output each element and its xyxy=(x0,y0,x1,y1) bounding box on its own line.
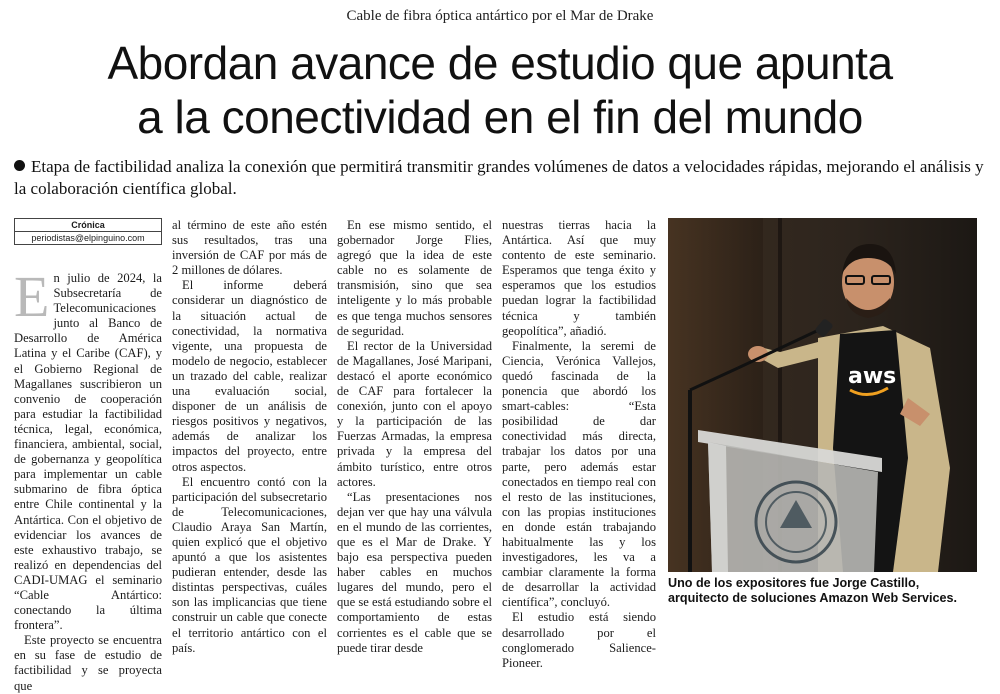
paragraph: El rector de la Universidad de Magallanes, José Maripani, destacó el aporte económico de CAF para fortalecer la conexión, junto con el apoyo y la participación de las Fuerzas Armadas, la empresa privada y la empresa del ámbito turístico, entre otros actores. xyxy=(337,338,492,489)
paragraph: nuestras tierras hacia la Antártica. Así que muy contento de este seminario. Esperamos que tenga éxito y esperamos que los estudios puedan lograr la factibilidad técnica y también geopolítica”, añadió. xyxy=(502,218,656,338)
headline-line-2: a la conectividad en el fin del mundo xyxy=(137,91,863,143)
photo-caption xyxy=(668,576,988,606)
caption-line-2: arquitecto de soluciones Amazon Web Services. xyxy=(668,591,958,605)
lede xyxy=(14,156,989,200)
paragraph: El estudio está siendo desarrollado por el conglomerado Salience-Pioneer. xyxy=(502,610,656,670)
byline-email[interactable]: periodistas@elpinguino.com xyxy=(31,233,145,243)
paragraph: Este proyecto se encuentra en su fase de estudio de factibilidad y se proyecta que xyxy=(14,633,162,693)
headline xyxy=(0,36,1000,144)
shirt-logo-text: aws xyxy=(848,364,897,389)
paragraph: En ese mismo sentido, el gobernador Jorge Flies, agregó que la idea de este cable no es solamente de transmisión, sino que sea inteligente y lo más probable es que tenga muchos sensores de seguridad. xyxy=(337,218,492,338)
paragraph: Finalmente, la seremi de Ciencia, Verónica Vallejos, quedó fascinada de la ponencia que abordó los smart-cables: “Esta posibilidad de dar conectividad más directa, trabajar los datos por una parte, pero además estar conectados en tiempo real con el resto de las instituciones, con las propias instituciones en donde están trabajando habitualmente las y los investigadores, les va a cambiar claramente la forma de desarrollar la actividad científica”, concluyó. xyxy=(502,338,656,610)
drop-cap: E xyxy=(14,264,50,329)
bullet-icon xyxy=(14,160,25,171)
column-4 xyxy=(502,218,656,670)
headline-line-1: Abordan avance de estudio que apunta xyxy=(107,37,893,89)
paragraph: “Las presentaciones nos dejan ver que hay una válvula en el mundo de las corrientes, que es el Mar de Drake. Y bajo esa perspectiva pueden haber cables en muchos lugares del mundo, pero el que se está estudiando sobre el comportamiento de estas corrientes es el cable que se puede tirar desde xyxy=(337,489,492,655)
paragraph: En julio de 2024, la Subsecretaría de Telecomunicaciones junto al Banco de Desarrollo de América Latina y el Caribe (CAF), y el Gobierno Regional de Magallanes suscribieron un convenio de cooperación para estudiar la factibilidad técnica, legal, económica, financiera, ambiental, social, de gobernanza y geopolítica para implementar un cable submarino de fibra óptica entre Chile continental y la Antártica. Con el objetivo de evidenciar los avances de este exhaustivo trabajo, se realizó en dependencias del CADI-UMAG el seminario “Cable Antártico: conectando la última frontera”. xyxy=(14,264,162,633)
lede-text: Etapa de factibilidad analiza la conexión que permitirá transmitir grandes volúmenes de datos a velocidades rápidas, mejorando el análisis y la colaboración científica global. xyxy=(14,157,984,198)
speaker-photo xyxy=(668,218,977,572)
speaker-illustration xyxy=(668,218,977,572)
column-2 xyxy=(172,218,327,655)
caption-line-1: Uno de los expositores fue Jorge Castillo, xyxy=(668,576,920,590)
kicker: Cable de fibra óptica antártico por el Mar de Drake xyxy=(346,8,654,24)
column-1 xyxy=(14,218,162,693)
paragraph: al término de este año estén sus resultados, tras una inversión de CAF por más de 2 millones de dólares. xyxy=(172,218,327,278)
byline-source: Crónica xyxy=(15,219,161,232)
byline-box xyxy=(14,218,162,245)
column-3 xyxy=(337,218,492,655)
paragraph: El informe deberá considerar un diagnóstico de la situación actual de conectividad, la normativa vigente, una propuesta de modelo de negocio, establecer un trazado del cable, realizar una evaluación social, disponer de un análisis de riesgos positivos y negativos, además de analizar los impactos del proyecto, entre otros aspectos. xyxy=(172,278,327,474)
paragraph: El encuentro contó con la participación del subsecretario de Telecomunicaciones, Claudio Araya San Martín, quien explicó que el objetivo apuntó a que los asistentes pudieran entender, desde las distintas perspectivas, cuáles son las implicancias que tiene construir un cable que conecte el territorio antártico con el país. xyxy=(172,474,327,655)
